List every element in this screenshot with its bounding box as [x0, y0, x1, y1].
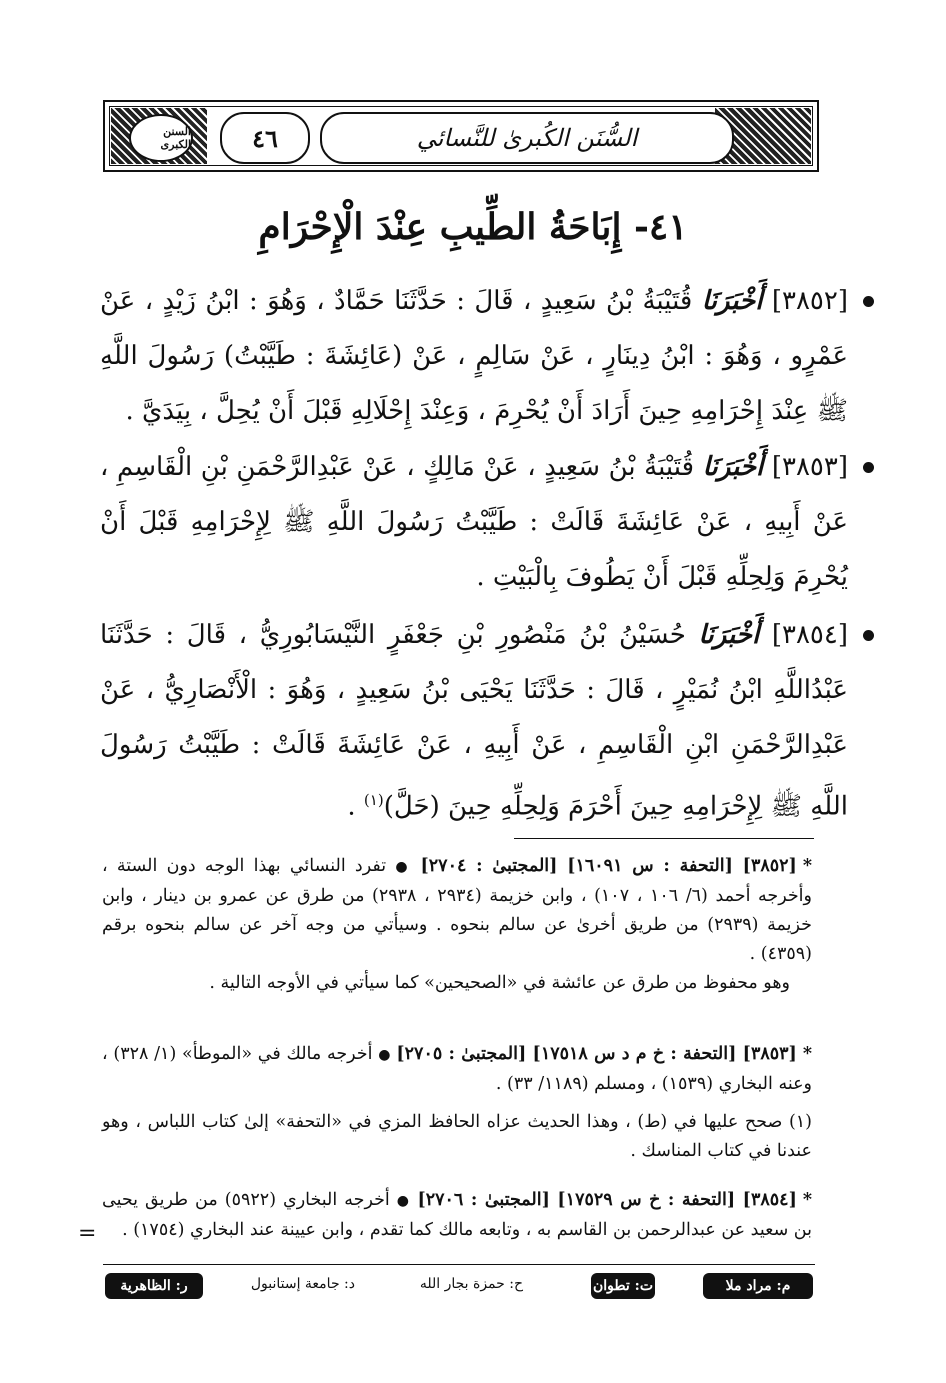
sigla-h: ح: حمزة بجار الله: [419, 1276, 523, 1292]
asterisk-icon: *: [802, 1044, 812, 1064]
left-ornament: [111, 108, 207, 164]
footnote-label: (١): [788, 1112, 812, 1132]
page-number-text: ٤٦: [252, 123, 278, 153]
footnote-mark: (١): [363, 791, 384, 809]
note-text: أخرجه البخاري (٥٩٢٢) من طريق يحيى بن سعيد عن عبدالرحمن بن القاسم به ، وتابعه مالك كما تقدم ، وابن عيينة عند البخاري (١٧٥٤) .: [102, 1190, 812, 1240]
akhbarana-label: أَخْبَرَنَا: [698, 620, 760, 650]
note-label: [٣٨٥٣] [التحفة : خ م د س ١٧٥١٨] [المجتبىٰ : ٢٧٠٥]: [396, 1044, 797, 1064]
footnote-1: [102, 1108, 812, 1166]
note-3854: [102, 1186, 812, 1245]
hadith-text: قُتَيْبَةُ بْنُ سَعِيدٍ ، قَالَ : حَدَّثَنَا حَمَّادٌ ، وَهُوَ : ابْنُ زَيْدٍ ، عَنْ عَمْرٍو ، وَهُوَ : ابْنُ دِينَارٍ ، عَنْ سَالِمٍ ، عَنْ (عَائِشَةَ : طَيَّبْتُ) رَسُولَ اللَّهِ ﷺ عِنْدَ إِحْرَامِهِ حِينَ أَرَادَ أَنْ يُحْرِمَ ، وَعِنْدَ إِحْلَالِهِ قَبْلَ أَنْ يُحِلَّ ، بِيَدَيَّ .: [100, 286, 848, 426]
hadith-text: حُسَيْنُ بْنُ مَنْصُورِ بْنِ جَعْفَرٍ النَّيْسَابُورِيُّ ، قَالَ : حَدَّثَنَا عَبْدُاللَّهِ ابْنُ نُمَيْرٍ ، قَالَ : حَدَّثَنَا يَحْيَى بْنُ سَعِيدٍ ، وَهُوَ : الْأَنْصَارِيُّ ، عَنْ عَبْدِالرَّحْمَنِ ابْنِ الْقَاسِمِ ، عَنْ أَبِيهِ ، عَنْ عَائِشَةَ قَالَتْ : طَيَّبْتُ رَسُولَ اللَّهِ ﷺ لِإِحْرَامِهِ حِينَ أَحْرَمَ وَلِحِلِّهِ حِينَ (حَلَّ): [100, 620, 848, 822]
hadith-3853: [100, 440, 848, 605]
note-3852: [102, 852, 812, 998]
page-header-banner: [103, 100, 819, 172]
chapter-title: ٤١- إِبَاحَةُ الطِّيبِ عِنْدَ الْإِحْرَامِ: [258, 206, 688, 248]
asterisk-icon: *: [802, 856, 812, 876]
bullet-icon: [863, 296, 874, 307]
hadith-text: قُتَيْبَةُ بْنُ سَعِيدٍ ، عَنْ مَالِكٍ ، عَنْ عَبْدِالرَّحْمَنِ بْنِ الْقَاسِمِ ، عَنْ أَبِيهِ ، عَنْ عَائِشَةَ قَالَتْ : طَيَّبْتُ رَسُولَ اللَّهِ ﷺ لِإِحْرَامِهِ قَبْلَ أَنْ يُحْرِمَ وَلِحِلِّهِ قَبْلَ أَنْ يَطُوفَ بِالْبَيْتِ .: [100, 452, 848, 592]
hadith-end: .: [347, 791, 364, 822]
hadith-number: [٣٨٥٢]: [771, 286, 848, 316]
bullet-icon: ●: [378, 1047, 391, 1063]
bullet-icon: ●: [395, 859, 412, 875]
sigla-d: د: جامعة إستانبول: [250, 1276, 355, 1292]
hadith-3852: [100, 274, 848, 439]
note-label: [٣٨٥٢] [التحفة : س ١٦٠٩١] [المجتبىٰ : ٢٧٠٤]: [420, 856, 797, 876]
book-seal-icon: [129, 114, 193, 162]
bullet-icon: [863, 462, 874, 473]
footer-divider: [103, 1264, 815, 1265]
note-text: تفرد النسائي بهذا الوجه دون الستة ، وأخرجه أحمد (٦/ ١٠٦ ، ١٠٧) ، وابن خزيمة (٢٩٣٤ ، ٢٩٣٨) من طرق عن عمرو بن دينار ، وابن خزيمة (٢٩٣٩) من طريق أخرىٰ عن سالم بنحوه . وسيأتي من وجه آخر عن سالم بنحوه برقم (٤٣٥٩) .: [102, 856, 812, 964]
continuation-mark: =: [78, 1221, 97, 1246]
asterisk-icon: *: [802, 1190, 812, 1210]
manuscript-sigla-footer: [103, 1268, 815, 1308]
hadith-3854: [100, 608, 848, 835]
note-label: [٣٨٥٤] [التحفة : خ س ١٧٥٢٩] [المجتبىٰ : ٢٧٠٦]: [417, 1190, 797, 1210]
bullet-icon: [863, 630, 874, 641]
sigla-m: م: مراد ملا: [703, 1273, 813, 1299]
akhbarana-label: أَخْبَرَنَا: [701, 286, 763, 316]
footnote-divider: [514, 838, 814, 839]
akhbarana-label: أَخْبَرَنَا: [702, 452, 764, 482]
book-title-text: السُّنَن الكُبرىٰ للنَّسائي: [416, 124, 638, 152]
page-number: [220, 112, 310, 164]
note-text: أخرجه مالك في «الموطأ» (١/ ٣٢٨) ، وعنه البخاري (١٥٣٩) ، ومسلم (١١٨٩/ ٣٣) .: [102, 1044, 812, 1094]
hadith-number: [٣٨٥٣]: [771, 452, 849, 482]
footnote-text: صحح عليها في (ط) ، وهذا الحديث عزاه الحافظ المزي في «التحفة» إلىٰ كتاب اللباس ، وهو عندنا في كتاب المناسك .: [102, 1112, 812, 1161]
hadith-number: [٣٨٥٤]: [771, 620, 849, 650]
note-extra: وهو محفوظ من طرق عن عائشة في «الصحيحين» كما سيأتي في الأوجه التالية .: [209, 973, 790, 993]
seal-text: السنن الكبرى: [160, 125, 191, 151]
sigla-r: ر: الظاهرية: [105, 1273, 203, 1299]
note-3853: [102, 1040, 812, 1099]
sigla-t: ت: تطوان: [591, 1273, 655, 1299]
book-title: [320, 112, 734, 164]
bullet-icon: ●: [396, 1193, 411, 1209]
